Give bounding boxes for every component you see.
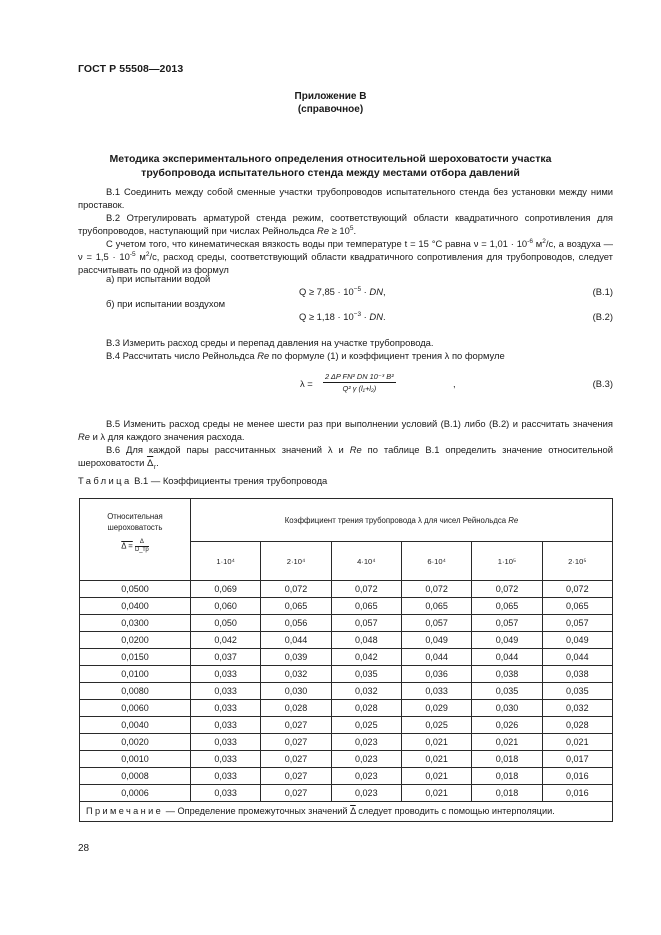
table-caption: Таблица В.1 — Коэффициенты трения трубопровода bbox=[78, 475, 328, 486]
friction-cell: 0,033 bbox=[191, 666, 261, 683]
friction-cell: 0,065 bbox=[542, 598, 612, 615]
section-title-line-2: трубопровода испытательного стенда между местами отбора давлений bbox=[141, 167, 520, 179]
friction-cell: 0,026 bbox=[472, 717, 542, 734]
friction-cell: 0,018 bbox=[472, 785, 542, 802]
formula-b3-fraction bbox=[323, 372, 396, 393]
label-water-test: а) при испытании водой bbox=[106, 273, 211, 284]
friction-cell: 0,042 bbox=[331, 649, 401, 666]
friction-cell: 0,048 bbox=[331, 632, 401, 649]
friction-cell: 0,021 bbox=[472, 734, 542, 751]
friction-cell: 0,057 bbox=[472, 615, 542, 632]
friction-cell: 0,035 bbox=[472, 683, 542, 700]
formula-b2: $Q \ge 1,18 \cdot 10^{-3}$ · DN. (В.2) bbox=[299, 310, 613, 322]
friction-cell: 0,039 bbox=[261, 649, 331, 666]
friction-cell: 0,065 bbox=[261, 598, 331, 615]
friction-cell: 0,032 bbox=[261, 666, 331, 683]
document-header: ГОСТ Р 55508—2013 bbox=[78, 63, 184, 75]
label-air-test: б) при испытании воздухом bbox=[106, 298, 226, 309]
roughness-cell: 0,0060 bbox=[80, 700, 191, 717]
friction-cell: 0,057 bbox=[331, 615, 401, 632]
table-row bbox=[80, 598, 613, 615]
table-row bbox=[80, 615, 613, 632]
table-row bbox=[80, 666, 613, 683]
friction-cell: 0,023 bbox=[331, 734, 401, 751]
formula-b3-tail: , bbox=[453, 378, 456, 389]
roughness-cell: 0,0500 bbox=[80, 581, 191, 598]
friction-cell: 0,030 bbox=[261, 683, 331, 700]
formula-b3 bbox=[78, 372, 613, 402]
paragraph-b5: В.5 Изменить расход среды не менее шести раз при выполнении условий (В.1) либо (В.2) и рассчитать значения Re и λ для каждого значения расхода. bbox=[78, 418, 613, 442]
friction-cell: 0,021 bbox=[401, 751, 471, 768]
friction-cell: 0,069 bbox=[191, 581, 261, 598]
reynolds-header-cell: 1·10⁵ bbox=[472, 542, 542, 581]
roughness-cell: 0,0006 bbox=[80, 785, 191, 802]
paragraph-b6: В.6 Для каждой пары рассчитанных значений λ и Re по таблице В.1 определить значение относительной шероховатости $\overline{\Delta}_т$. bbox=[78, 444, 613, 471]
friction-cell: 0,033 bbox=[191, 700, 261, 717]
friction-cell: 0,044 bbox=[261, 632, 331, 649]
friction-cell: 0,033 bbox=[191, 683, 261, 700]
friction-cell: 0,028 bbox=[542, 717, 612, 734]
friction-cell: 0,033 bbox=[191, 768, 261, 785]
roughness-cell: 0,0200 bbox=[80, 632, 191, 649]
friction-cell: 0,016 bbox=[542, 785, 612, 802]
roughness-cell: 0,0080 bbox=[80, 683, 191, 700]
roughness-cell: 0,0008 bbox=[80, 768, 191, 785]
table-row bbox=[80, 734, 613, 751]
friction-cell: 0,033 bbox=[401, 683, 471, 700]
friction-cell: 0,025 bbox=[401, 717, 471, 734]
friction-cell: 0,044 bbox=[542, 649, 612, 666]
friction-cell: 0,072 bbox=[261, 581, 331, 598]
friction-cell: 0,017 bbox=[542, 751, 612, 768]
roughness-cell: 0,0020 bbox=[80, 734, 191, 751]
roughness-cell: 0,0040 bbox=[80, 717, 191, 734]
friction-cell: 0,033 bbox=[191, 785, 261, 802]
reynolds-header-cell: 1·10⁴ bbox=[191, 542, 261, 581]
friction-cell: 0,023 bbox=[331, 785, 401, 802]
friction-cell: 0,065 bbox=[401, 598, 471, 615]
friction-cell: 0,056 bbox=[261, 615, 331, 632]
table-row bbox=[80, 717, 613, 734]
friction-cell: 0,025 bbox=[331, 717, 401, 734]
friction-cell: 0,057 bbox=[542, 615, 612, 632]
reynolds-header-cell: 2·10⁴ bbox=[261, 542, 331, 581]
formula-b1-number: (В.1) bbox=[592, 286, 613, 297]
friction-cell: 0,072 bbox=[472, 581, 542, 598]
friction-cell: 0,072 bbox=[542, 581, 612, 598]
table-row bbox=[80, 581, 613, 598]
reynolds-header-cell: 6·10⁴ bbox=[401, 542, 471, 581]
friction-cell: 0,065 bbox=[472, 598, 542, 615]
table-row bbox=[80, 700, 613, 717]
paragraph-viscosity: С учетом того, что кинематическая вязкость воды при температуре t = 15 °С равна $\nu = 1,01 \cdot 10^{-6}$ $м^2/с$, а воздуха — $\nu = 1,5 \cdot 10^{-5}$ $м^2/с$, расход среды, соответствующий области квадратичного сопротивления для трубопроводов, следует рассчитывать по одной из формул bbox=[78, 237, 613, 275]
friction-cell: 0,038 bbox=[472, 666, 542, 683]
table-row bbox=[80, 632, 613, 649]
paragraph-b2: В.2 Отрегулировать арматурой стенда режим, соответствующий области квадратичного сопротивления для трубопроводов, наступающий при числах Рейнольдса $Re \ge 10^5$. bbox=[78, 212, 613, 236]
roughness-cell: 0,0100 bbox=[80, 666, 191, 683]
table-row bbox=[80, 768, 613, 785]
friction-cell: 0,033 bbox=[191, 751, 261, 768]
table-group-header: Коэффициент трения трубопровода λ для чисел Рейнольдса Re bbox=[191, 499, 613, 542]
friction-cell: 0,057 bbox=[401, 615, 471, 632]
reynolds-header-cell: 2·10⁵ bbox=[542, 542, 612, 581]
friction-cell: 0,049 bbox=[401, 632, 471, 649]
friction-cell: 0,021 bbox=[542, 734, 612, 751]
friction-cell: 0,050 bbox=[191, 615, 261, 632]
formula-b3-lhs: λ = bbox=[300, 378, 313, 389]
friction-cell: 0,044 bbox=[472, 649, 542, 666]
friction-cell: 0,023 bbox=[331, 768, 401, 785]
paragraph-b1: В.1 Соединить между собой сменные участки трубопроводов испытательного стенда без установки между ними проставок. bbox=[78, 186, 613, 210]
friction-cell: 0,030 bbox=[472, 700, 542, 717]
paragraph-b4: В.4 Рассчитать число Рейнольдса Re по формуле (1) и коэффициент трения λ по формуле bbox=[106, 350, 505, 361]
section-title bbox=[0, 152, 661, 180]
friction-cell: 0,032 bbox=[331, 683, 401, 700]
friction-cell: 0,032 bbox=[542, 700, 612, 717]
friction-cell: 0,037 bbox=[191, 649, 261, 666]
roughness-cell: 0,0300 bbox=[80, 615, 191, 632]
reynolds-header-cell: 4·10⁴ bbox=[331, 542, 401, 581]
formula-b3-number: (В.3) bbox=[592, 378, 613, 389]
annex-title: Приложение В bbox=[294, 91, 367, 102]
friction-cell: 0,029 bbox=[401, 700, 471, 717]
friction-cell: 0,072 bbox=[401, 581, 471, 598]
friction-cell: 0,038 bbox=[542, 666, 612, 683]
table-row bbox=[80, 683, 613, 700]
friction-cell: 0,035 bbox=[331, 666, 401, 683]
table-row bbox=[80, 649, 613, 666]
formula-b1: $Q \ge 7,85 \cdot 10^{-5}$ · DN, (В.1) bbox=[299, 285, 613, 297]
friction-cell: 0,049 bbox=[472, 632, 542, 649]
friction-coefficients-table bbox=[79, 498, 613, 822]
roughness-cell: 0,0010 bbox=[80, 751, 191, 768]
friction-cell: 0,028 bbox=[331, 700, 401, 717]
friction-cell: 0,033 bbox=[191, 734, 261, 751]
formula-b3-denominator: Q² γ (l₁+l₂) bbox=[342, 384, 377, 393]
roughness-cell: 0,0150 bbox=[80, 649, 191, 666]
friction-cell: 0,072 bbox=[331, 581, 401, 598]
section-title-line-1: Методика экспериментального определения относительной шероховатости участка bbox=[109, 153, 552, 165]
friction-cell: 0,049 bbox=[542, 632, 612, 649]
friction-cell: 0,021 bbox=[401, 768, 471, 785]
friction-cell: 0,035 bbox=[542, 683, 612, 700]
table-corner-header: Относительная шероховатость Δ = Δ D_тр bbox=[80, 499, 191, 581]
formula-b3-numerator: 2 ΔP FN² DN 10⁻³ B² bbox=[325, 372, 394, 381]
friction-cell: 0,027 bbox=[261, 717, 331, 734]
friction-cell: 0,042 bbox=[191, 632, 261, 649]
paragraph-b3: В.3 Измерить расход среды и перепад давления на участке трубопровода. bbox=[106, 337, 434, 348]
friction-cell: 0,021 bbox=[401, 734, 471, 751]
friction-cell: 0,027 bbox=[261, 785, 331, 802]
annex-subtitle: (справочное) bbox=[297, 104, 364, 115]
friction-cell: 0,028 bbox=[261, 700, 331, 717]
page-number: 28 bbox=[78, 843, 90, 854]
friction-cell: 0,036 bbox=[401, 666, 471, 683]
friction-cell: 0,044 bbox=[401, 649, 471, 666]
friction-cell: 0,027 bbox=[261, 751, 331, 768]
friction-cell: 0,027 bbox=[261, 734, 331, 751]
friction-cell: 0,065 bbox=[331, 598, 401, 615]
roughness-cell: 0,0400 bbox=[80, 598, 191, 615]
table-row bbox=[80, 785, 613, 802]
friction-cell: 0,023 bbox=[331, 751, 401, 768]
friction-cell: 0,018 bbox=[472, 768, 542, 785]
table-note: Примечание — Определение промежуточных значений $\overline{\Delta}$ следует проводить с помощью интерполяции. bbox=[80, 802, 613, 822]
table-row bbox=[80, 751, 613, 768]
friction-cell: 0,033 bbox=[191, 717, 261, 734]
friction-cell: 0,060 bbox=[191, 598, 261, 615]
friction-cell: 0,018 bbox=[472, 751, 542, 768]
friction-cell: 0,027 bbox=[261, 768, 331, 785]
friction-cell: 0,021 bbox=[401, 785, 471, 802]
formula-b2-number: (В.2) bbox=[592, 311, 613, 322]
friction-cell: 0,016 bbox=[542, 768, 612, 785]
